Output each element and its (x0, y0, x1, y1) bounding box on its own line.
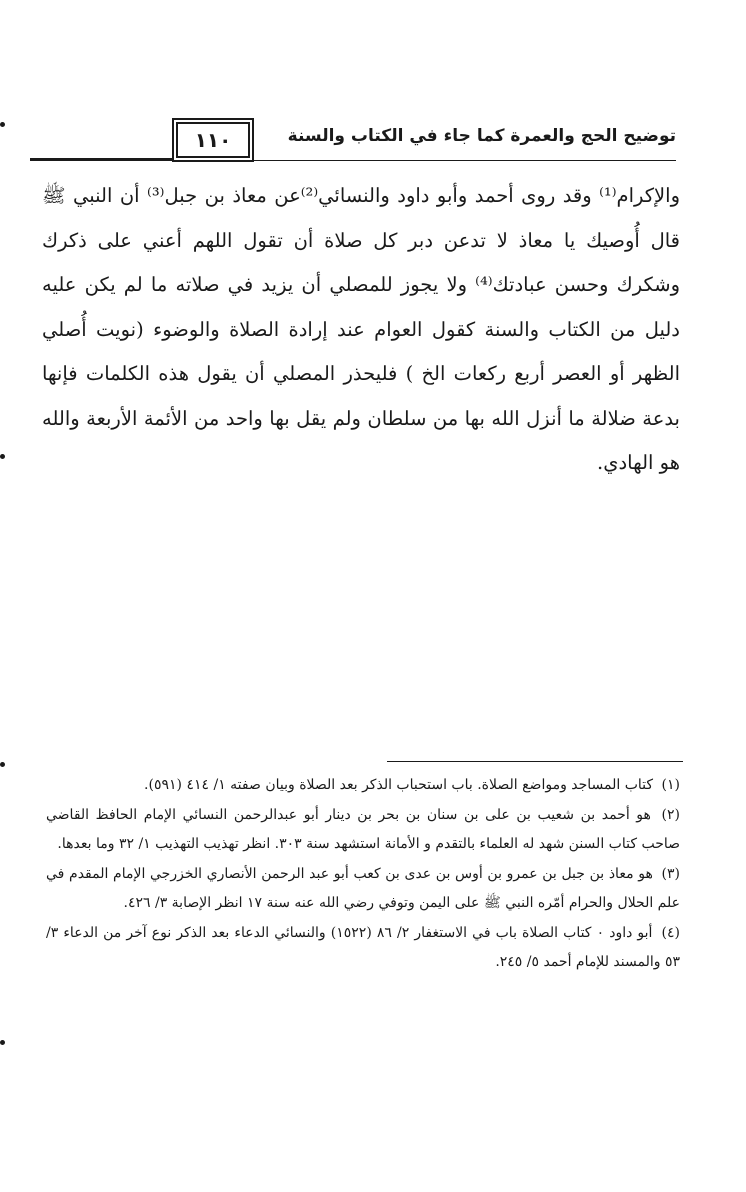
scan-edge-mark (0, 762, 5, 767)
footnote-number: (٣) (661, 866, 680, 882)
header-rule-thin (254, 160, 676, 161)
footnote-4 (46, 919, 680, 977)
body-paragraph: والإكرام⁽¹⁾ وقد روى أحمد وأبو داود والنسائي⁽²⁾عن معاذ بن جبل⁽³⁾ أن النبي ﷺ قال أُوصيك يا معاذ لا تدعن دبر كل صلاة أن تقول اللهم أعني على ذكرك وشكرك وحسن عبادتك⁽⁴⁾ ولا يجوز للمصلي أن يزيد في صلاته ما لم يكن عليه دليل من الكتاب والسنة كقول العوام عند إرادة الصلاة والوضوء (نويت أُصلي الظهر أو العصر أربع ركعات الخ ) فليحذر المصلي أن يقول هذه الكلمات فإنها بدعة ضلالة ما أنزل الله بها من سلطان ولم يقل بها واحد من الأئمة الأربعة والله هو الهادي. (42, 184, 681, 474)
page-number-frame (172, 118, 254, 162)
page-number: ١١٠ (176, 122, 250, 158)
footnote-2 (46, 801, 680, 859)
header-rule-thick (30, 158, 172, 161)
footnote-number: (٢) (661, 807, 681, 823)
footnote-separator (387, 761, 683, 762)
footnote-number: (١) (661, 777, 680, 793)
scan-edge-mark (0, 1040, 5, 1045)
footnotes (46, 771, 680, 978)
footnote-text: أبو داود ٠ كتاب الصلاة باب في الاستغفار ٢/ ٨٦ (١٥٢٢) والنسائي الدعاء بعد الذكر نوع آخر من الدعاء ٣/ ٥٣ والمسند للإمام أحمد ٥/ ٢٤٥. (46, 925, 680, 970)
footnote-1 (46, 771, 680, 800)
main-text (42, 174, 680, 486)
footnote-text: كتاب المساجد ومواضع الصلاة. باب استحباب الذكر بعد الصلاة وبيان صفته ١/ ٤١٤ (٥٩١). (144, 777, 654, 793)
footnote-text: هو معاذ بن جبل بن عمرو بن أوس بن عدى بن كعب أبو عبد الرحمن الأنصاري الخزرجي الإمام المقدم في علم الحلال والحرام أمّره النبي ﷺ على اليمن وتوفي رضي الله عنه سنة ١٧ انظر الإصابة ٣/ ٤٢٦. (46, 866, 680, 911)
running-title: توضيح الحج والعمرة كما جاء في الكتاب والسنة (287, 126, 676, 146)
page-header (30, 118, 676, 166)
scan-edge-mark (0, 454, 5, 459)
footnote-text: هو أحمد بن شعيب بن على بن سنان بن بحر بن دينار أبو عبدالرحمن النسائي الإمام الحافظ القاضي صاحب كتاب السنن شهد له العلماء بالتقدم و الأمانة استشهد سنة ٣٠٣. انظر تهذيب التهذيب ١/ ٣٢ وما بعدها. (46, 807, 680, 852)
scan-edge-mark (0, 122, 5, 127)
footnote-3 (46, 860, 680, 918)
footnote-number: (٤) (661, 925, 681, 941)
